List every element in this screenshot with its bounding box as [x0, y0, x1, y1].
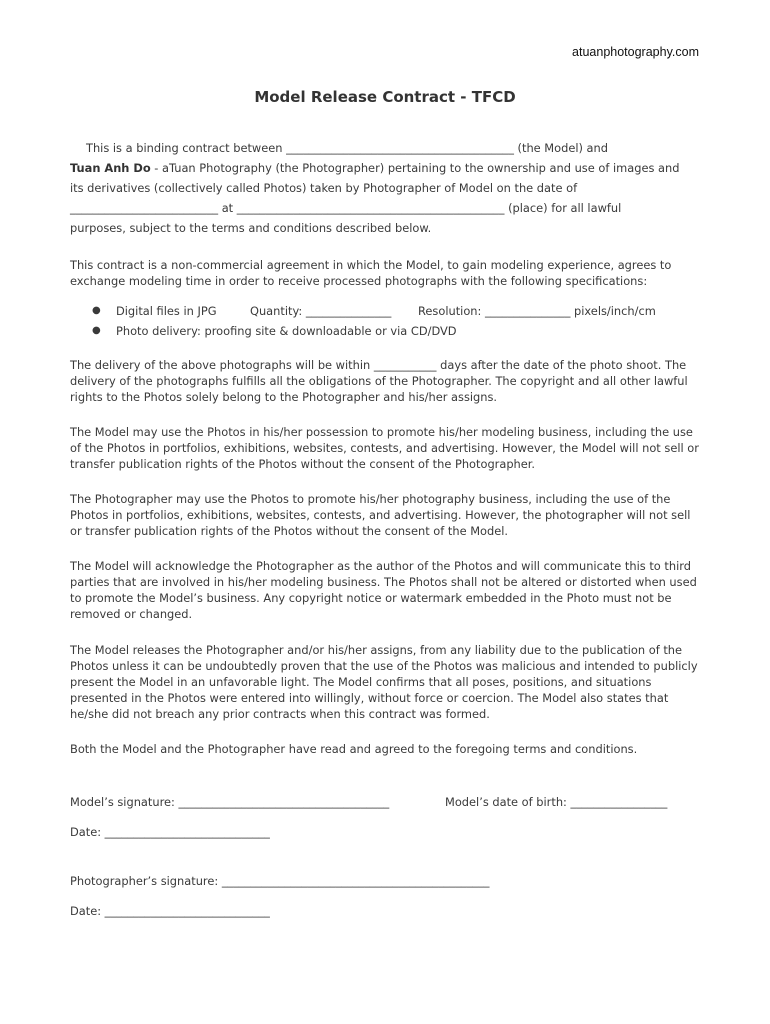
intro-line-4: __________________________ at _______________________________________________ (place) for all lawful	[70, 201, 622, 215]
model-signature-field[interactable]: Model’s signature: _____________________________________	[70, 795, 390, 809]
liability-paragraph: The Model releases the Photographer and/or his/her assigns, from any liability due to the publication of the Photos unless it can be undoubtedly proven that the use of the Photos was malicious and intended to publicly present the Model in an unfavorable light. The Model confirms that all poses, positions, and situations presented in the Photos were entered into willingly, without force or coercion. The Model also states that he/she did not breach any prior contracts when this contract was formed.	[70, 643, 698, 721]
intro-line-3: its derivatives (collectively called Photos) taken by Photographer of Model on the date of	[70, 181, 578, 195]
model-date-field[interactable]: Date: _____________________________	[70, 825, 270, 839]
model-use-paragraph: The Model may use the Photos in his/her possession to promote his/her modeling business, including the use of the Photos in portfolios, exhibitions, websites, contests, and advertising. However, the Model will not sell or transfer publication rights of the Photos without the consent of the Photographer.	[70, 425, 699, 471]
photographer-use-paragraph: The Photographer may use the Photos to promote his/her photography business, including the use of the Photos in portfolios, exhibitions, websites, contests, and advertising. However, the photographer will not sell or transfer publication rights of the Photos without the consent of the Model.	[70, 492, 691, 538]
spec-photo-delivery: Photo delivery: proofing site & downloadable or via CD/DVD	[116, 324, 457, 338]
attribution-paragraph: The Model will acknowledge the Photographer as the author of the Photos and will communicate this to third parties that are involved in his/her modeling business. The Photos shall not be altered or distorted when used to promote the Model’s business. Any copyright notice or watermark embedded in the Photo must not be removed or changed.	[70, 559, 697, 621]
agreement-paragraph: Both the Model and the Photographer have read and agreed to the foregoing terms and conditions.	[70, 742, 638, 756]
intro-line-2-rest: - aTuan Photography (the Photographer) pertaining to the ownership and use of images and	[150, 161, 680, 175]
delivery-paragraph: The delivery of the above photographs will be within ___________ days after the date of the photo shoot. The delivery of the photographs fulfills all the obligations of the Photographer. The copyright and all other lawful rights to the Photos solely belong to the Photographer and his/her assigns.	[70, 358, 688, 404]
noncommercial-paragraph: This contract is a non-commercial agreement in which the Model, to gain modeling experience, agrees to exchange modeling time in order to receive processed photographs with the following specifications:	[70, 258, 672, 288]
spec-quantity: Quantity: _______________	[250, 304, 392, 318]
spec-digital-files: Digital files in JPG	[116, 304, 217, 318]
document-title: Model Release Contract - TFCD	[254, 88, 516, 106]
website-header: atuanphotography.com	[572, 45, 699, 59]
intro-line-1: This is a binding contract between ________________________________________ (the Model) and	[86, 141, 608, 155]
bullet-icon: ●	[92, 325, 101, 336]
intro-line-5: purposes, subject to the terms and conditions described below.	[70, 221, 432, 235]
spec-resolution: Resolution: _______________ pixels/inch/cm	[418, 304, 656, 318]
photographer-signature-field[interactable]: Photographer’s signature: _______________________________________________	[70, 874, 490, 888]
bullet-icon: ●	[92, 305, 101, 316]
photographer-name: Tuan Anh Do	[70, 161, 151, 175]
model-dob-field[interactable]: Model’s date of birth: _________________	[445, 795, 668, 809]
photographer-date-field[interactable]: Date: _____________________________	[70, 904, 270, 918]
intro-line-2	[70, 160, 679, 176]
